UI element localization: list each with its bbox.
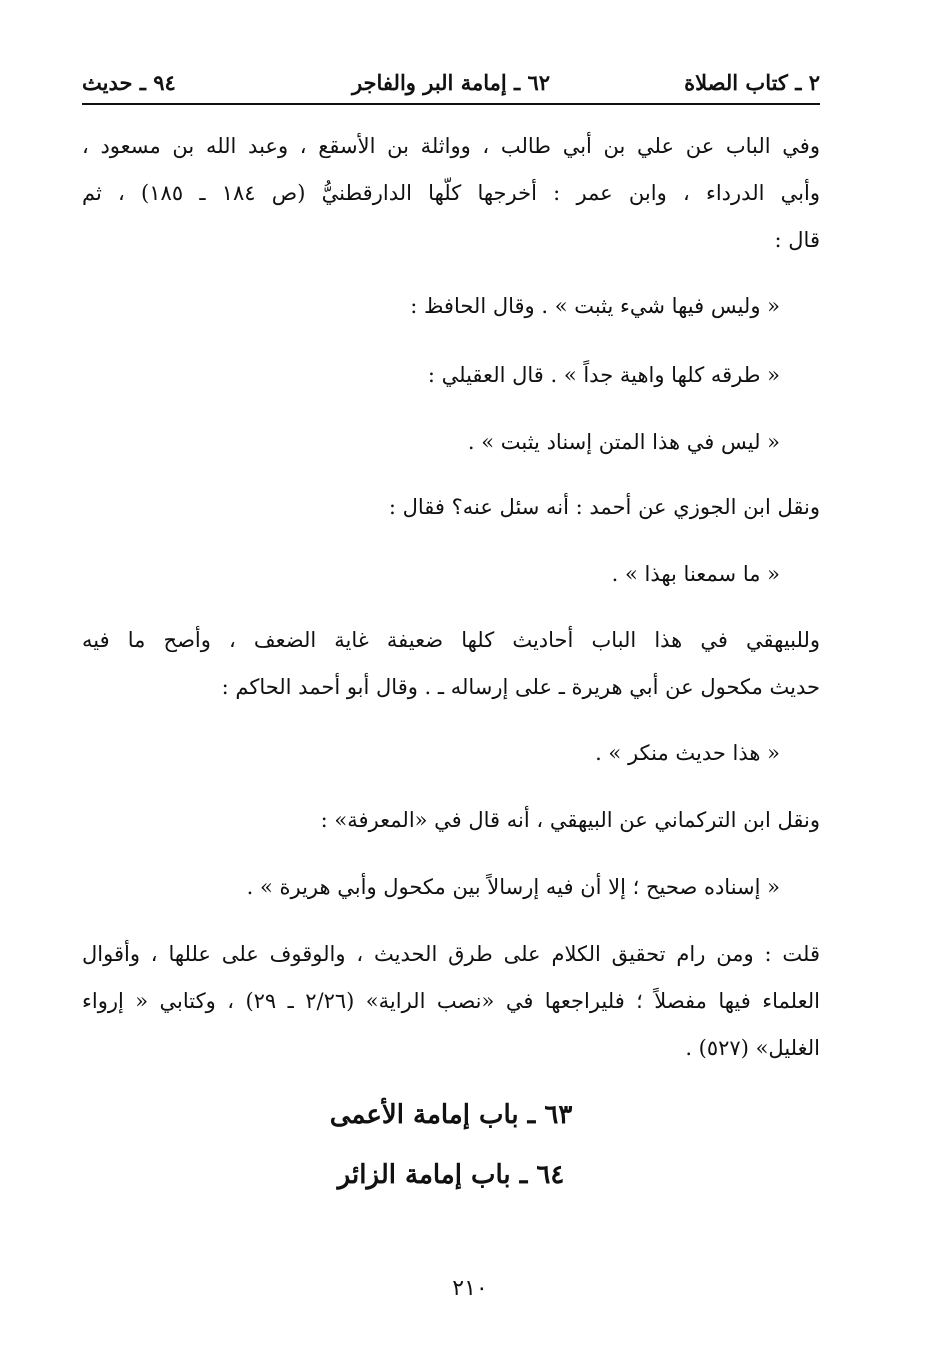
page-number: ٢١٠ — [452, 1276, 488, 1301]
paragraph-5-line-3: الغليل» (٥٢٧) . — [685, 1036, 820, 1060]
paragraph-5-line-1: قلت : ومن رام تحقيق الكلام على طرق الحديث ، والوقوف على عللها ، وأقوال — [82, 942, 820, 966]
paragraph-1-line-1: وفي الباب عن علي بن أبي طالب ، وواثلة بن الأسقع ، وعبد الله بن مسعود ، — [82, 134, 820, 158]
paragraph-1-line-3: قال : — [774, 228, 820, 252]
section-heading-63: ٦٣ ـ باب إمامة الأعمى — [329, 1100, 573, 1130]
paragraph-3-line-1: وللبيهقي في هذا الباب أحاديث كلها ضعيفة غاية الضعف ، وأصح ما فيه — [82, 628, 820, 652]
paragraph-5-line-2: العلماء فيها مفصلاً ؛ فليراجعها في «نصب الراية» (٢/٢٦ ـ ٢٩) ، وكتابي « إرواء — [82, 989, 820, 1013]
section-heading-64: ٦٤ ـ باب إمامة الزائر — [337, 1160, 565, 1190]
quote-6: « إسناده صحيح ؛ إلا أن فيه إرسالاً بين مكحول وأبي هريرة » . — [246, 875, 780, 899]
paragraph-4: ونقل ابن التركماني عن البيهقي ، أنه قال في «المعرفة» : — [320, 808, 820, 832]
header-book-title: ٢ ـ كتاب الصلاة — [684, 70, 820, 95]
header-chapter-title: ٦٢ ـ إمامة البر والفاجر — [351, 70, 551, 95]
paragraph-3-line-2: حديث مكحول عن أبي هريرة ـ على إرساله ـ . وقال أبو أحمد الحاكم : — [221, 675, 820, 699]
quote-1: « وليس فيها شيء يثبت » . وقال الحافظ : — [410, 294, 780, 318]
running-header — [82, 66, 820, 102]
header-divider — [82, 103, 820, 105]
paragraph-2: ونقل ابن الجوزي عن أحمد : أنه سئل عنه؟ فقال : — [388, 495, 820, 519]
paragraph-1-line-2: وأبي الدرداء ، وابن عمر : أخرجها كلّها الدارقطنيُّ (ص ١٨٤ ـ ١٨٥) ، ثم — [82, 181, 820, 205]
quote-3: « ليس في هذا المتن إسناد يثبت » . — [467, 430, 780, 454]
quote-4: « ما سمعنا بهذا » . — [611, 562, 780, 586]
quote-2: « طرقه كلها واهية جداً » . قال العقيلي : — [427, 363, 780, 387]
header-hadith-number: ٩٤ ـ حديث — [82, 70, 176, 95]
quote-5: « هذا حديث منكر » . — [595, 741, 780, 765]
